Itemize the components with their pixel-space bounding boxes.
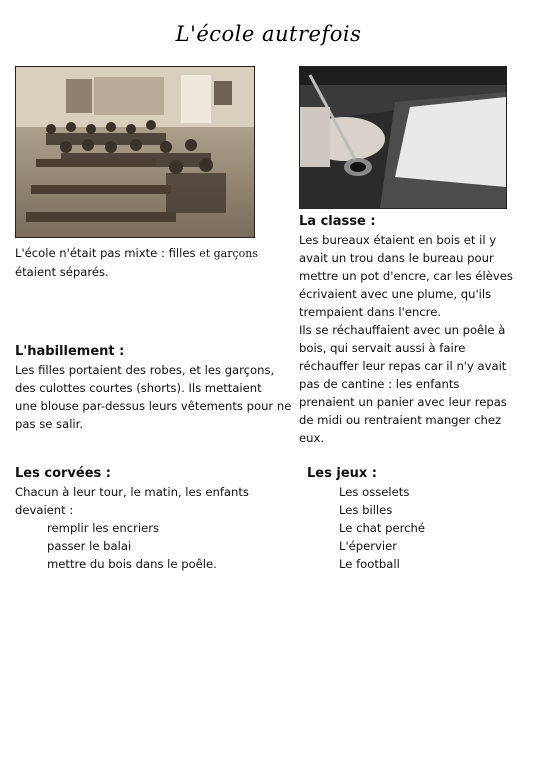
section-heading: Les corvées :	[15, 466, 111, 481]
page-title: L'école autrefois	[175, 22, 362, 46]
intro-text-part2: et garçons	[199, 247, 258, 260]
paragraph-line: pas se salir.	[15, 417, 84, 431]
paragraph-line: avait un trou dans le bureau pour	[299, 251, 494, 265]
section-jeux	[307, 465, 527, 573]
paragraph-line: écrivaient avec une plume, qu'ils	[299, 287, 492, 301]
jeux-list	[339, 483, 527, 573]
list-item: Le football	[339, 557, 400, 571]
paragraph-line: devaient :	[15, 503, 74, 517]
section-habillement	[15, 343, 300, 433]
list-item: Le chat perché	[339, 521, 425, 535]
paragraph-line: trempaient dans l'encre.	[299, 305, 442, 319]
classroom-photo-icon	[16, 67, 254, 237]
list-item: Les osselets	[339, 485, 410, 499]
paragraph-line: de midi ou rentraient manger chez	[299, 413, 502, 427]
section-classe	[299, 213, 529, 447]
classroom-photo	[15, 66, 255, 238]
paragraph-line: eux.	[299, 431, 325, 445]
section-corvees	[15, 465, 295, 573]
corvees-list	[47, 519, 295, 573]
list-item: remplir les encriers	[47, 521, 160, 535]
section-heading: La classe :	[299, 214, 376, 229]
paragraph-line: mettre un pot d'encre, car les élèves	[299, 269, 513, 283]
paragraph-line: pas de cantine : les enfants	[299, 377, 460, 391]
paragraph-line: réchauffer leur repas car il n'y avait	[299, 359, 507, 373]
paragraph-line: une blouse par-dessus leurs vêtements pour ne	[15, 399, 292, 413]
paragraph-line: Les filles portaient des robes, et les garçons,	[15, 363, 275, 377]
inkwell-writing-photo-icon	[300, 67, 506, 208]
section-heading: Les jeux :	[307, 466, 378, 481]
list-item: passer le balai	[47, 539, 132, 553]
paragraph-line: Les bureaux étaient en bois et il y	[299, 233, 497, 247]
section-heading: L'habillement :	[15, 344, 125, 359]
list-item: mettre du bois dans le poêle.	[47, 557, 217, 571]
paragraph-line: des culottes courtes (shorts). Ils mettaient	[15, 381, 262, 395]
writing-photo	[299, 66, 507, 209]
paragraph-line: Chacun à leur tour, le matin, les enfants	[15, 485, 249, 499]
paragraph-line: bois, qui servait aussi à faire	[299, 341, 466, 355]
list-item: Les billes	[339, 503, 393, 517]
intro-text-part3: étaient séparés.	[15, 265, 109, 279]
paragraph-line: prenaient un panier avec leur repas	[299, 395, 507, 409]
paragraph-line: Ils se réchauffaient avec un poêle à	[299, 323, 506, 337]
intro-text-part1: L'école n'était pas mixte : filles	[15, 246, 200, 260]
list-item: L'épervier	[339, 539, 398, 553]
intro-text	[15, 244, 285, 281]
